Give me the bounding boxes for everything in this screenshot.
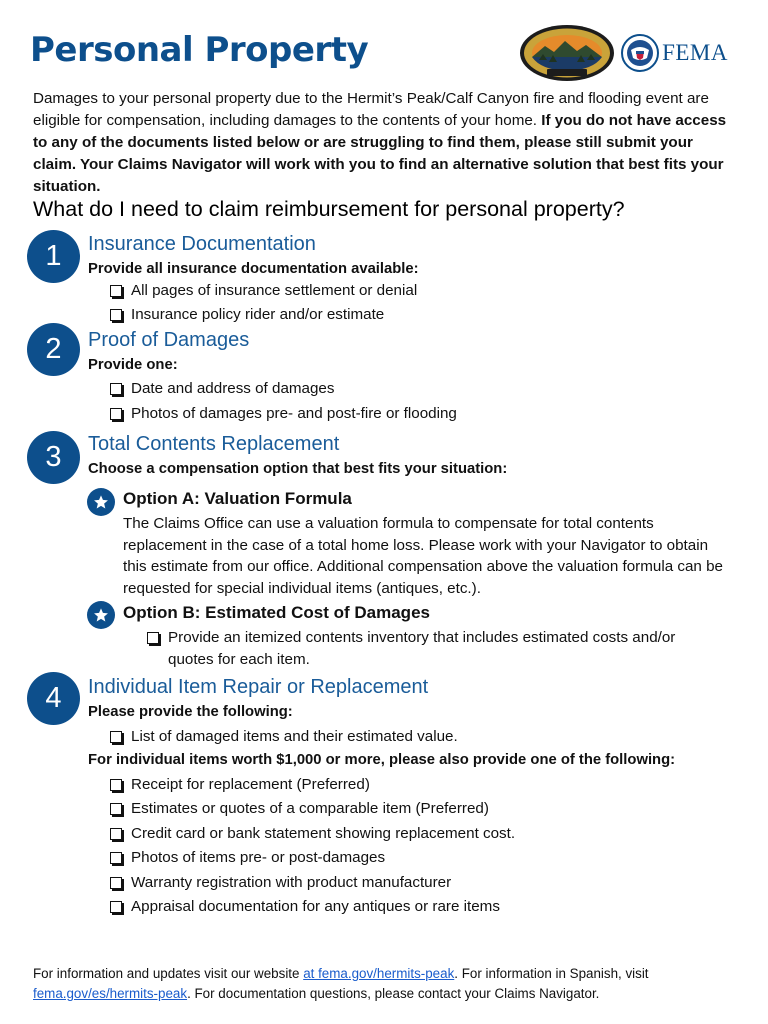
page-title: Personal Property	[30, 30, 369, 70]
section-title-total-contents: Total Contents Replacement	[88, 433, 340, 455]
checkbox-icon	[110, 803, 122, 815]
checkbox-icon	[110, 731, 122, 743]
section-subtitle-high-value: For individual items worth $1,000 or more, please also provide one of the following:	[88, 752, 676, 768]
checklist-item: Photos of damages pre- and post-fire or flooding	[110, 403, 457, 425]
fema-wordmark: FEMA	[662, 40, 728, 65]
fema-hermits-peak-link[interactable]: at fema.gov/hermits-peak	[303, 966, 455, 981]
checklist-item: Date and address of damages	[110, 378, 334, 400]
checklist-item: Photos of items pre- or post-damages	[110, 847, 385, 869]
checkbox-icon	[110, 285, 122, 297]
checkbox-icon	[110, 408, 122, 420]
footer-note: For information and updates visit our website at fema.gov/hermits-peak. For information in Spanish, visit fema.gov/es/hermits-peak. For documentation questions, please contact your Claims Navigator.	[33, 966, 649, 1001]
checkbox-icon	[147, 632, 159, 644]
section-subtitle-insurance: Provide all insurance documentation available:	[88, 261, 419, 277]
checklist-item: Provide an itemized contents inventory that includes estimated costs and/or quotes for each item.	[147, 627, 707, 671]
step-number-2: 2	[27, 323, 80, 376]
option-b-title: Option B: Estimated Cost of Damages	[123, 603, 430, 622]
step-number-4: 4	[27, 672, 80, 725]
section-title-proof: Proof of Damages	[88, 329, 250, 351]
section-subtitle-total-contents: Choose a compensation option that best fits your situation:	[88, 461, 508, 477]
section-title-insurance: Insurance Documentation	[88, 233, 316, 255]
section-title-individual-item: Individual Item Repair or Replacement	[88, 676, 429, 698]
section-subtitle-individual-item: Please provide the following:	[88, 704, 293, 720]
fema-logo	[621, 34, 728, 72]
star-icon	[87, 601, 115, 629]
intro-paragraph: Damages to your personal property due to the Hermit’s Peak/Calf Canyon fire and flooding event are eligible for compensation, including damages to the contents of your home. If you do not have access to any of the documents listed below or are struggling to find them, please still submit your claim. Your Claims Navigator will work with you to find an alternative solution that best fits your situation.	[33, 90, 727, 195]
section-subtitle-proof: Provide one:	[88, 357, 178, 373]
step-number-1: 1	[27, 230, 80, 283]
checkbox-icon	[110, 828, 122, 840]
claims-office-seal-logo	[519, 24, 615, 82]
checklist-item: Credit card or bank statement showing replacement cost.	[110, 823, 515, 845]
dhs-seal-icon	[621, 34, 659, 72]
star-icon	[87, 488, 115, 516]
checkbox-icon	[110, 309, 122, 321]
checklist-item: Estimates or quotes of a comparable item (Preferred)	[110, 798, 489, 820]
option-a-body: The Claims Office can use a valuation formula to compensate for total contents replacement in the case of a total home loss. Please work with your Navigator to obtain this estimate from our office. Additional compensation above the valuation formula can be requested for special individual items (antiques, etc.).	[123, 515, 723, 597]
fema-spanish-link[interactable]: fema.gov/es/hermits-peak	[33, 986, 188, 1001]
checklist-item: All pages of insurance settlement or denial	[110, 280, 417, 302]
intro-bold-note: If you do not have access to any of the documents listed below or are struggling to find them, please still submit your claim. Your Claims Navigator will work with you to find an alternative solution that best fits your situation.	[33, 112, 727, 195]
step-number-3: 3	[27, 431, 80, 484]
header-logos	[519, 24, 728, 82]
option-a-title: Option A: Valuation Formula	[123, 489, 352, 508]
checkbox-icon	[110, 852, 122, 864]
checklist-item: Appraisal documentation for any antiques or rare items	[110, 896, 500, 918]
main-question: What do I need to claim reimbursement for personal property?	[33, 197, 625, 221]
checklist-item: Warranty registration with product manufacturer	[110, 872, 451, 894]
checkbox-icon	[110, 901, 122, 913]
checklist-item: Insurance policy rider and/or estimate	[110, 304, 384, 326]
checklist-item: Receipt for replacement (Preferred)	[110, 774, 370, 796]
checkbox-icon	[110, 877, 122, 889]
checklist-item: List of damaged items and their estimated value.	[110, 726, 458, 748]
checkbox-icon	[110, 383, 122, 395]
checkbox-icon	[110, 779, 122, 791]
